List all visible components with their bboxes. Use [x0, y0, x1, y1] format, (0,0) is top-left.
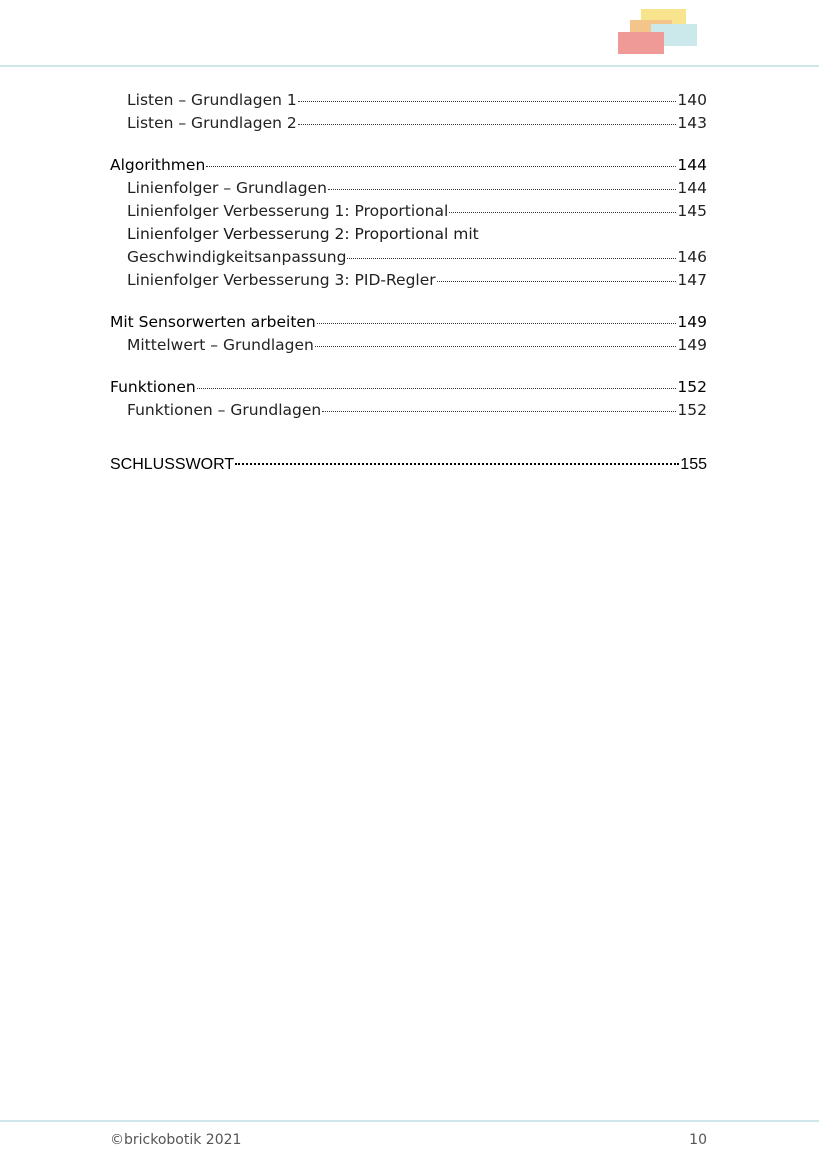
toc-entry-page: 149	[677, 336, 707, 354]
toc-entry-verbesserung-1[interactable]	[110, 200, 707, 223]
toc-entry-label: Geschwindigkeitsanpassung	[127, 248, 347, 266]
toc-leader-dots	[235, 462, 679, 465]
toc-chapter-schlusswort[interactable]	[110, 453, 707, 476]
toc-entry-verbesserung-2-line-1[interactable]: Linienfolger Verbesserung 2: Proportional mit	[127, 225, 479, 243]
toc-section-algorithmen[interactable]	[110, 154, 707, 177]
toc-entry-listen-2[interactable]	[110, 112, 707, 135]
toc-entry-verbesserung-3[interactable]	[110, 269, 707, 292]
toc-entry-page: 143	[677, 114, 707, 132]
toc-section-sensorwerte[interactable]	[110, 311, 707, 334]
toc-leader-dots	[317, 322, 677, 324]
toc-entry-label: Linienfolger – Grundlagen	[127, 179, 327, 197]
table-of-contents	[110, 89, 707, 476]
toc-entry-verbesserung-2[interactable]	[110, 246, 707, 269]
toc-leader-dots	[449, 211, 676, 213]
toc-entry-mittelwert[interactable]	[110, 334, 707, 357]
toc-entry-label: Listen – Grundlagen 2	[127, 114, 297, 132]
toc-section-funktionen[interactable]	[110, 376, 707, 399]
toc-section-label: Mit Sensorwerten arbeiten	[110, 313, 316, 331]
toc-entry-linienfolger[interactable]	[110, 177, 707, 200]
toc-entry-label: Funktionen – Grundlagen	[127, 401, 322, 419]
toc-leader-dots	[328, 188, 677, 190]
toc-leader-dots	[347, 257, 676, 259]
toc-entry-page: 144	[677, 179, 707, 197]
toc-entry-funktionen-grundlagen[interactable]	[110, 399, 707, 422]
toc-leader-dots	[206, 165, 676, 167]
footer-page-number: 10	[689, 1132, 707, 1148]
logo-block-red	[618, 32, 664, 54]
toc-entry-page: 145	[677, 202, 707, 220]
toc-chapter-page: 155	[680, 456, 707, 473]
toc-entry-page: 140	[677, 91, 707, 109]
toc-entry-page: 152	[677, 401, 707, 419]
toc-section-page: 144	[677, 156, 707, 174]
header-divider	[0, 65, 819, 67]
toc-section-page: 149	[677, 313, 707, 331]
toc-section-label: Algorithmen	[110, 156, 206, 174]
toc-entry-listen-1[interactable]	[110, 89, 707, 112]
toc-entry-label: Mittelwert – Grundlagen	[127, 336, 314, 354]
toc-leader-dots	[322, 410, 676, 412]
toc-chapter-label: SCHLUSSWORT	[110, 456, 235, 473]
toc-entry-label: Listen – Grundlagen 1	[127, 91, 297, 109]
footer-divider	[0, 1120, 819, 1122]
toc-leader-dots	[437, 280, 677, 282]
toc-entry-page: 146	[677, 248, 707, 266]
toc-section-page: 152	[677, 378, 707, 396]
brickobotik-logo	[618, 8, 700, 56]
toc-leader-dots	[197, 387, 677, 389]
toc-section-label: Funktionen	[110, 378, 196, 396]
toc-leader-dots	[298, 100, 677, 102]
toc-entry-label: Linienfolger Verbesserung 3: PID-Regler	[127, 271, 436, 289]
toc-entry-label: Linienfolger Verbesserung 1: Proportional	[127, 202, 449, 220]
toc-leader-dots	[315, 345, 677, 347]
toc-entry-page: 147	[677, 271, 707, 289]
footer-copyright: ©brickobotik 2021	[110, 1132, 242, 1148]
toc-leader-dots	[298, 123, 677, 125]
